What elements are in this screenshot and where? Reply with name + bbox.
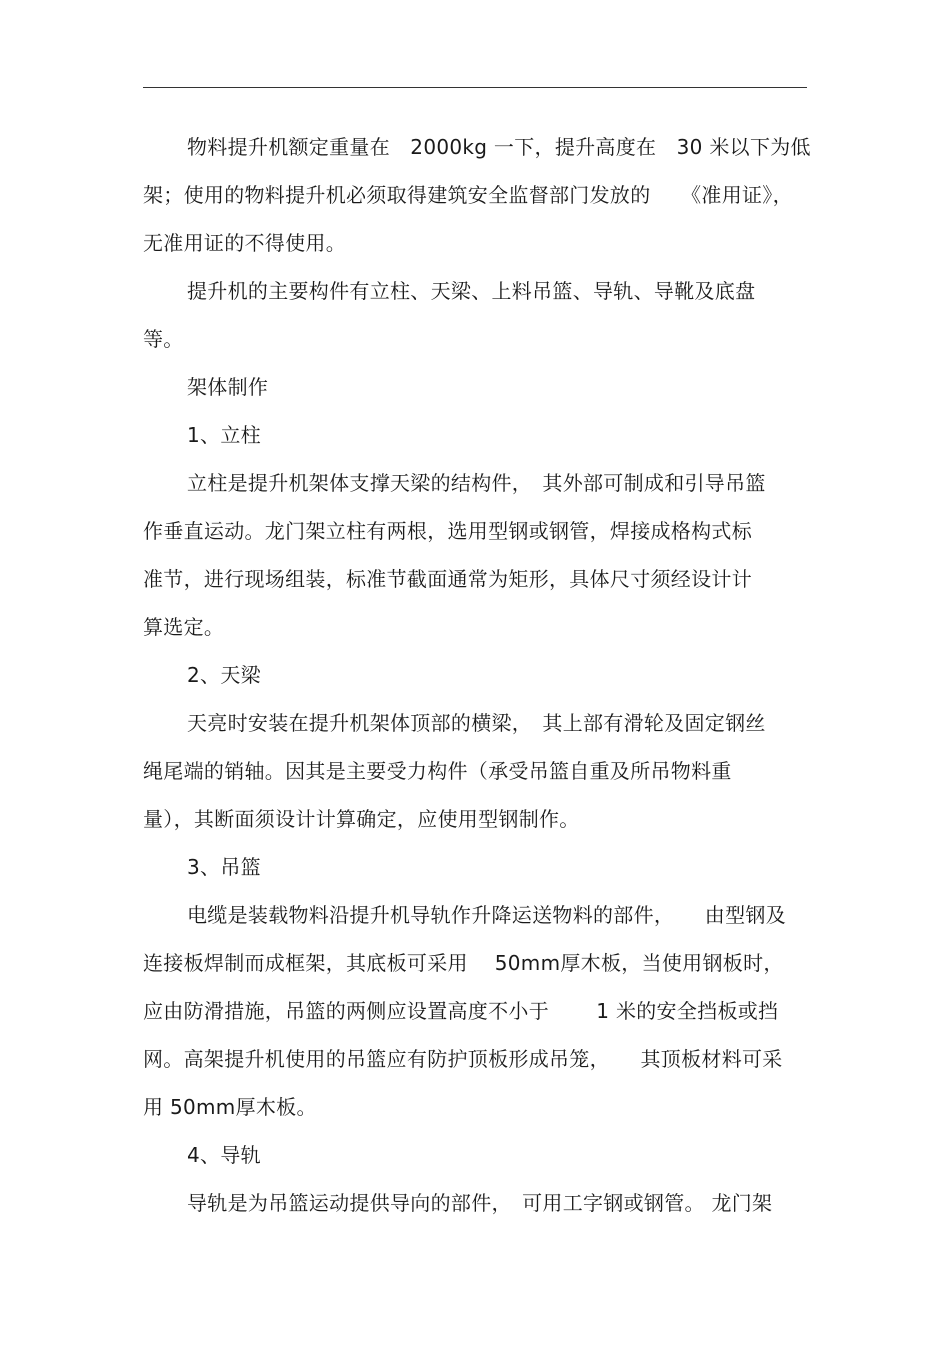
subsection-heading: 4、导轨	[187, 1143, 261, 1167]
subsection-heading: 3、吊篮	[187, 855, 261, 879]
paragraph-line: 连接板焊制而成框架，其底板可采用 50mm厚木板，当使用钢板时，	[143, 951, 784, 975]
header-rule	[143, 87, 807, 88]
paragraph-line: 用 50mm厚木板。	[143, 1095, 317, 1119]
paragraph-line: 作垂直运动。龙门架立柱有两根，选用型钢或钢管，焊接成格构式标	[143, 519, 752, 543]
paragraph-line: 架；使用的物料提升机必须取得建筑安全监督部门发放的 《准用证》，	[143, 183, 793, 207]
paragraph-line: 绳尾端的销轴。因其是主要受力构件（承受吊篮自重及所吊物料重	[143, 759, 732, 783]
paragraph-line: 算选定。	[143, 615, 225, 639]
paragraph-line: 等。	[143, 327, 184, 351]
paragraph-line: 导轨是为吊篮运动提供导向的部件， 可用工字钢或钢管。 龙门架	[187, 1191, 773, 1215]
paragraph-line: 天亮时安装在提升机架体顶部的横梁， 其上部有滑轮及固定钢丝	[187, 711, 766, 735]
subsection-heading: 2、天梁	[187, 663, 261, 687]
paragraph-line: 网。高架提升机使用的吊篮应有防护顶板形成吊笼， 其顶板材料可采	[143, 1047, 783, 1071]
paragraph-line: 立柱是提升机架体支撑天梁的结构件， 其外部可制成和引导吊篮	[187, 471, 766, 495]
paragraph-line: 物料提升机额定重量在 2000kg 一下，提升高度在 30 米以下为低	[187, 135, 811, 159]
paragraph-line: 无准用证的不得使用。	[143, 231, 346, 255]
paragraph-line: 应由防滑措施，吊篮的两侧应设置高度不小于 1 米的安全挡板或挡	[143, 999, 779, 1023]
paragraph-line: 量），其断面须设计计算确定，应使用型钢制作。	[143, 807, 580, 831]
subsection-heading: 1、立柱	[187, 423, 261, 447]
section-heading: 架体制作	[187, 375, 269, 399]
paragraph-line: 提升机的主要构件有立柱、天梁、上料吊篮、导轨、导靴及底盘	[187, 279, 756, 303]
paragraph-line: 准节，进行现场组装，标准节截面通常为矩形，具体尺寸须经设计计	[143, 567, 752, 591]
paragraph-line: 电缆是装载物料沿提升机导轨作升降运送物料的部件， 由型钢及	[187, 903, 786, 927]
